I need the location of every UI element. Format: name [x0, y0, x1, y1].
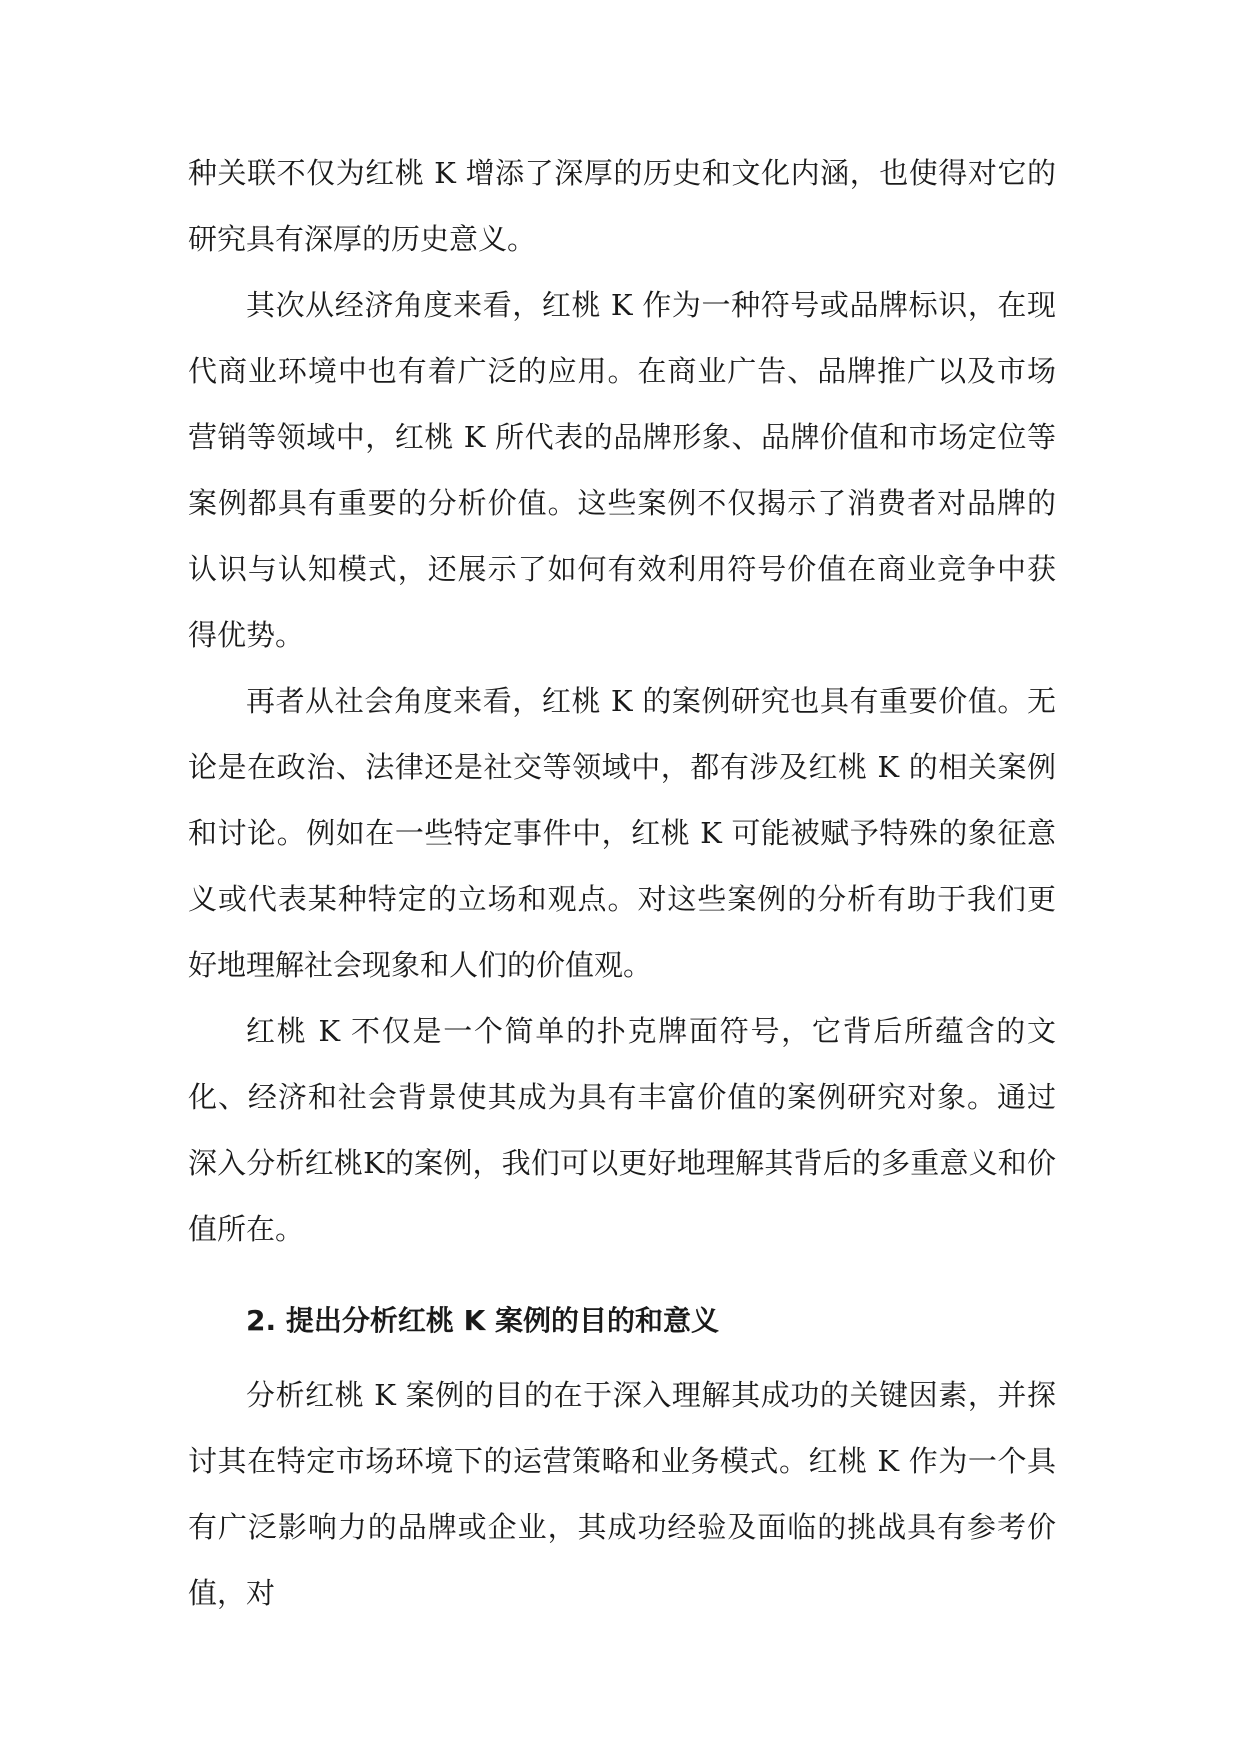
section-heading: 2. 提出分析红桃 K 案例的目的和意义 [246, 1304, 720, 1337]
document-body [188, 140, 1056, 1626]
paragraph-summary: 红桃 K 不仅是一个简单的扑克牌面符号，它背后所蕴含的文化、经济和社会背景使其成为具有丰富价值的案例研究对象。通过深入分析红桃K的案例，我们可以更好地理解其背后的多重意义和价值所在。 [188, 1014, 1056, 1246]
paragraph-economic-perspective: 其次从经济角度来看，红桃 K 作为一种符号或品牌标识，在现代商业环境中也有着广泛的应用。在商业广告、品牌推广以及市场营销等领域中，红桃 K 所代表的品牌形象、品牌价值和市场定位等案例都具有重要的分析价值。这些案例不仅揭示了消费者对品牌的认识与认知模式，还展示了如何有效利用符号价值在商业竞争中获得优势。 [188, 288, 1056, 652]
paragraph-social-perspective: 再者从社会角度来看，红桃 K 的案例研究也具有重要价值。无论是在政治、法律还是社交等领域中，都有涉及红桃 K 的相关案例和讨论。例如在一些特定事件中，红桃 K 可能被赋予特殊的象征意义或代表某种特定的立场和观点。对这些案例的分析有助于我们更好地理解社会现象和人们的价值观。 [188, 684, 1056, 982]
paragraph-section-purpose: 分析红桃 K 案例的目的在于深入理解其成功的关键因素，并探讨其在特定市场环境下的运营策略和业务模式。红桃 K 作为一个具有广泛影响力的品牌或企业，其成功经验及面临的挑战具有参考价值，对 [188, 1378, 1056, 1610]
paragraph-continuation: 种关联不仅为红桃 K 增添了深厚的历史和文化内涵，也使得对它的研究具有深厚的历史意义。 [188, 156, 1056, 256]
